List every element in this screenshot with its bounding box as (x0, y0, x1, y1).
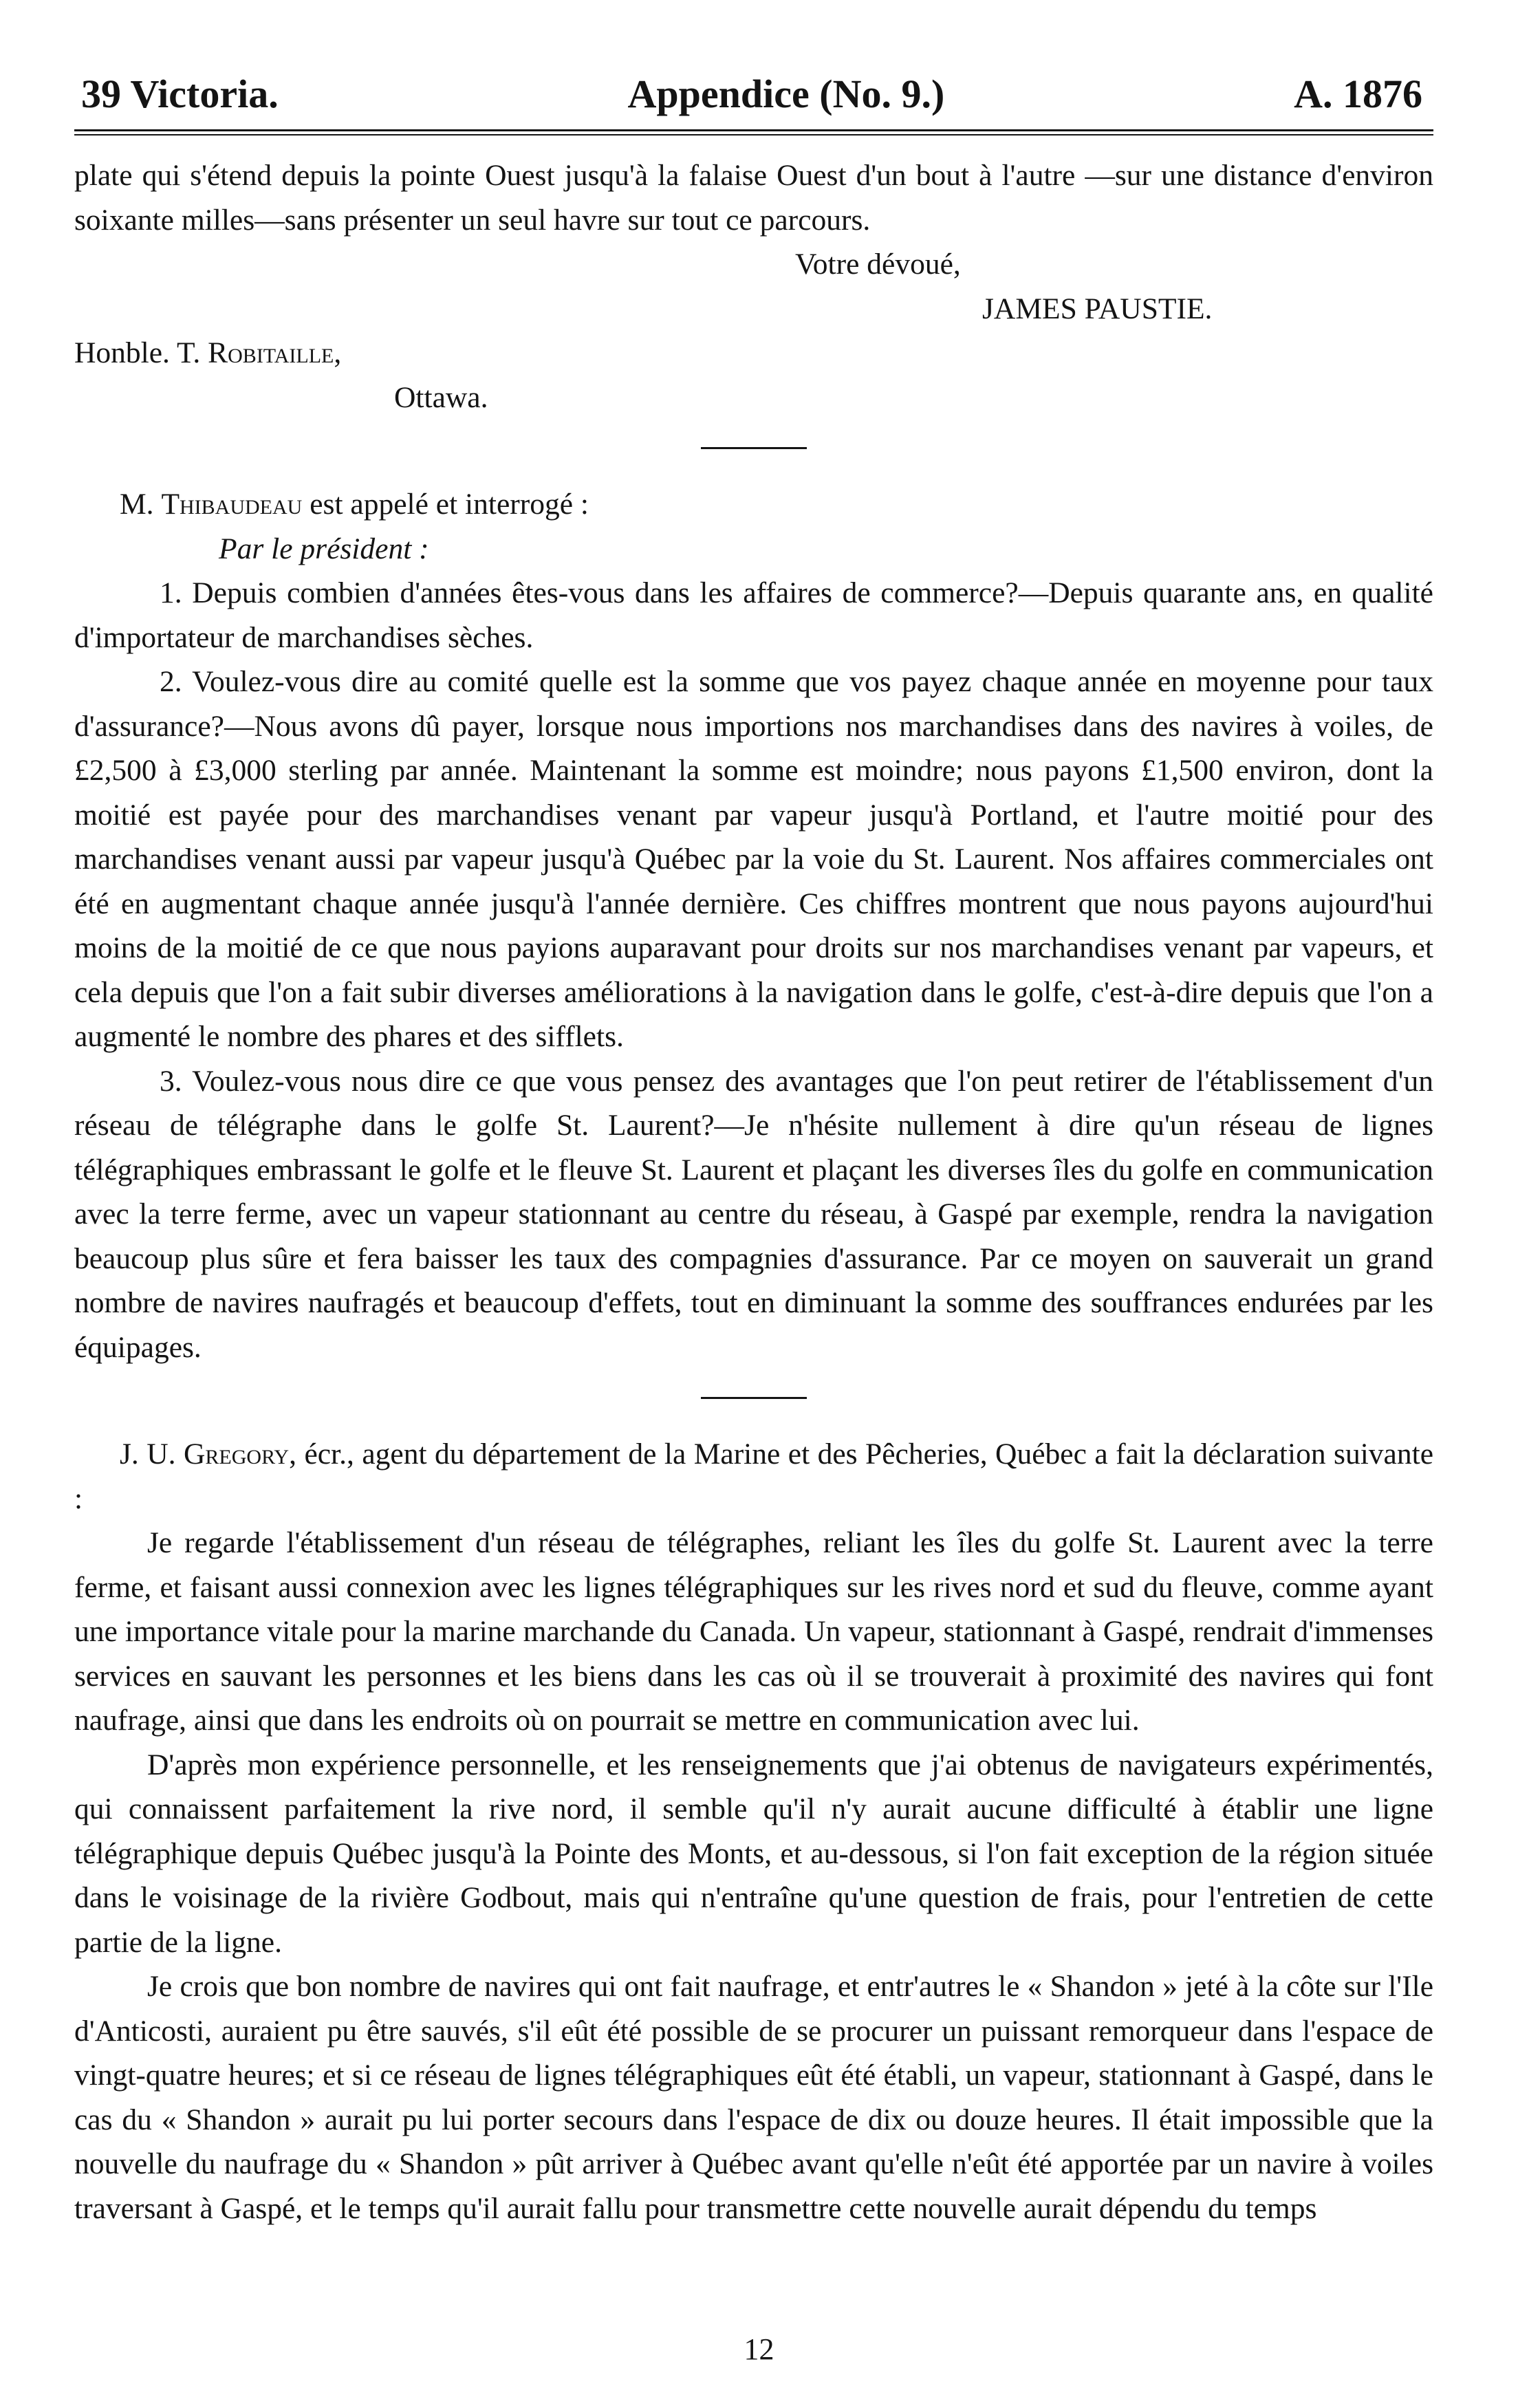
addressee-name: Robitaille, (208, 336, 342, 369)
page-number: 12 (744, 2332, 774, 2366)
letter-addressee-city: Ottawa. (394, 380, 488, 414)
letter-closing-paragraph: plate qui s'étend depuis la pointe Ouest jusqu'à la falaise Ouest d'un bout à l'autre —sur une distance d'environ soixante milles—sans présenter un seul havre sur tout ce parcours. (74, 159, 1433, 237)
speaker-name: Thibaudeau (161, 488, 303, 521)
section-separator (701, 1397, 807, 1399)
running-header (74, 74, 1433, 114)
letter-signature: JAMES PAUSTIE. (982, 292, 1213, 325)
by-president-label: Par le président : (219, 532, 429, 565)
header-rule (74, 129, 1433, 135)
speaker-name: Gregory, (184, 1438, 296, 1471)
speaker-prefix: M. (120, 488, 154, 521)
declaration-intro (74, 1432, 1433, 1521)
addressee-prefix: Honble. T. (74, 336, 201, 369)
page-body (74, 153, 1433, 2231)
speaker-suffix: est appelé et interrogé : (310, 488, 589, 521)
speaker-prefix: J. U. (120, 1438, 176, 1471)
header-session: 39 Victoria. (81, 72, 279, 116)
question-2: 2. Voulez-vous dire au comité quelle est la somme que vos payez chaque année en moyenne pour taux d'assurance?—Nous avons dû payer, lorsque nous importions nos marchandises dans des navires à voiles, de £2,500 à £3,000 sterling par année. Maintenant la somme est moindre; nous payons £1,500 environ, dont la moitié est payée pour des marchandises venant par vapeur jusqu'à Portland, et l'autre moitié pour des marchandises venant aussi par vapeur jusqu'à Québec par la voie du St. Laurent. Nos affaires commerciales ont été en augmentant chaque année jusqu'à l'année dernière. Ces chiffres montrent que nous payons aujourd'hui moins de la moitié de ce que nous payions auparavant pour droits sur nos marchandises venant par vapeurs, et cela depuis que l'on a fait subir diverses améliorations à la navigation dans le golfe, c'est-à-dire depuis que l'on a augmenté le nombre des phares et des sifflets. (74, 665, 1433, 1053)
speaker-suffix: écr., agent du département de la Marine et des Pêcheries, Québec a fait la déclaration suivante : (74, 1438, 1433, 1515)
declaration-paragraph-3: Je crois que bon nombre de navires qui ont fait naufrage, et entr'autres le « Shandon » jeté à la côte sur l'Ile d'Anticosti, auraient pu être sauvés, s'il eût été possible de se procurer un puissant remorqueur dans l'espace de vingt-quatre heures; et si ce réseau de lignes télégraphiques eût été établi, un vapeur, stationnant à Gaspé, dans le cas du « Shandon » aurait pu lui porter secours dans l'espace de dix ou douze heures. Il était impossible que la nouvelle du naufrage du « Shandon » pût arriver à Québec avant qu'elle n'eût été apportée par un navire à voiles traversant à Gaspé, et le temps qu'il aurait fallu pour transmettre cette nouvelle aurait dépendu du temps (74, 1970, 1433, 2225)
letter-sign-off: Votre dévoué, (795, 248, 961, 281)
question-3: 3. Voulez-vous nous dire ce que vous pensez des avantages que l'on peut retirer de l'établissement d'un réseau de télégraphe dans le golfe St. Laurent?—Je n'hésite nullement à dire qu'un réseau de lignes télégraphiques embrassant le golfe et le fleuve St. Laurent et plaçant les diverses îles du golfe en communication avec la terre ferme, avec un vapeur stationnant au centre du réseau, à Gaspé par exemple, rendra la navigation beaucoup plus sûre et fera baisser les taux des compagnies d'assurance. Par ce moyen on sauverait un grand nombre de navires naufragés et beaucoup d'effets, tout en diminuant la somme des souffrances endurées par les équipages. (74, 1064, 1433, 1364)
section-separator (701, 447, 807, 449)
header-year: A. 1876 (1294, 72, 1422, 116)
declaration-paragraph-1: Je regarde l'établissement d'un réseau de télégraphes, reliant les îles du golfe St. Laurent avec la terre ferme, et faisant aussi connexion avec les lignes télégraphiques sur les rives nord et sud du fleuve, comme ayant une importance vitale pour la marine marchande du Canada. Un vapeur, stationnant à Gaspé, rendrait d'immenses services en sauvant les personnes et les biens dans les cas où il se trouverait à proximité des navires qui font naufrage, ainsi que dans les endroits où on pourrait se mettre en communication avec lui. (74, 1526, 1433, 1737)
letter-addressee (74, 331, 1433, 376)
document-page (74, 74, 1433, 2231)
header-appendix: Appendice (No. 9.) (627, 72, 945, 116)
declaration-paragraph-2: D'après mon expérience personnelle, et les renseignements que j'ai obtenus de navigateurs expérimentés, qui connaissent parfaitement la rive nord, il semble qu'il n'y aurait aucune difficulté à établir une ligne télégraphique depuis Québec jusqu'à la Pointe des Monts, et au-dessous, si l'on fait exception de la région située dans le voisinage de la rivière Godbout, mais qui n'entraîne qu'une question de frais, pour l'entretien de cette partie de la ligne. (74, 1748, 1433, 1959)
testimony-intro (74, 482, 1433, 527)
question-1: 1. Depuis combien d'années êtes-vous dans les affaires de commerce?—Depuis quarante ans, en qualité d'importateur de marchandises sèches. (74, 576, 1433, 654)
